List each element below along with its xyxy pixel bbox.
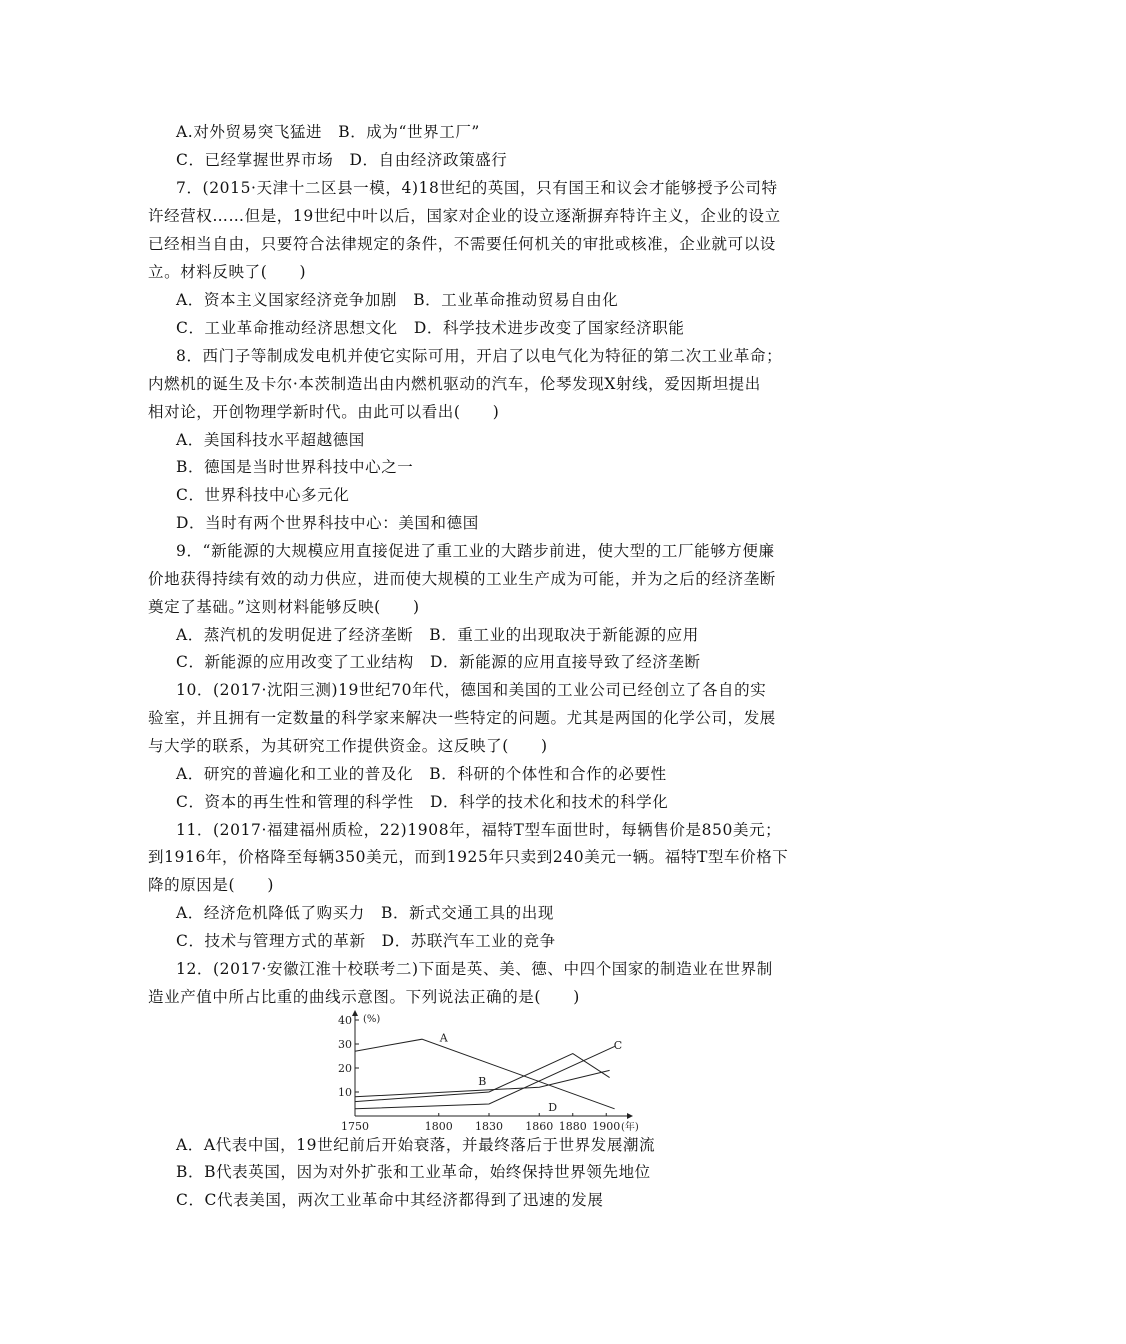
- q12-option: A．A代表中国，19世纪前后开始衰落，并最终落后于世界发展潮流: [176, 1136, 656, 1154]
- q11-stem-line: 到1916年，价格降至每辆350美元，而到1925年只卖到240美元一辆。福特T型车价格下: [148, 848, 789, 866]
- x-tick-label: 1880: [558, 1120, 587, 1133]
- x-axis-arrow: [627, 1113, 633, 1119]
- q12-option: B．B代表英国，因为对外扩张和工业革命，始终保持世界领先地位: [176, 1163, 651, 1181]
- y-tick-label: 20: [338, 1062, 352, 1075]
- q7-stem-line: 立。材料反映了( ): [148, 263, 307, 281]
- q8-stem-line: 相对论，开创物理学新时代。由此可以看出( ): [148, 403, 500, 421]
- x-tick-label: 1750: [341, 1120, 369, 1133]
- q10-stem-line: 验室，并且拥有一定数量的科学家来解决一些特定的问题。尤其是两国的化学公司，发展: [148, 709, 776, 727]
- q7-option: C．工业革命推动经济思想文化 D．科学技术进步改变了国家经济职能: [176, 319, 685, 337]
- x-tick-label: 1800: [424, 1120, 453, 1133]
- q6-option-ab: A.对外贸易突飞猛进 B．成为“世界工厂”: [176, 123, 480, 141]
- q10-stem-line: 与大学的联系，为其研究工作提供资金。这反映了( ): [148, 737, 548, 755]
- manufacturing-share-chart: [325, 1010, 639, 1133]
- q11-stem-line: 降的原因是( ): [148, 876, 274, 894]
- q9-stem-line: 价地获得持续有效的动力供应，进而使大规模的工业生产成为可能，并为之后的经济垄断: [148, 570, 776, 588]
- y-tick-label: 40: [338, 1014, 352, 1027]
- q10-option: C．资本的再生性和管理的科学性 D．科学的技术化和技术的科学化: [176, 793, 669, 811]
- y-tick-label: 10: [338, 1086, 352, 1099]
- series-label-b: B: [478, 1074, 487, 1088]
- q12-option: C．C代表美国，两次工业革命中其经济都得到了迅速的发展: [176, 1191, 604, 1209]
- q8-option: A．美国科技水平超越德国: [176, 431, 365, 449]
- q7-option: A．资本主义国家经济竞争加剧 B．工业革命推动贸易自由化: [176, 291, 619, 309]
- q7-stem-line: 已经相当自由，只要符合法律规定的条件，不需要任何机关的审批或核准，企业就可以设: [148, 235, 776, 253]
- x-tick-label: 1830: [475, 1120, 503, 1133]
- y-axis-unit: (%): [363, 1014, 381, 1025]
- q8-option: D．当时有两个世界科技中心：美国和德国: [176, 514, 479, 532]
- q8-stem-line: 8．西门子等制成发电机并使它实际可用，开启了以电气化为特征的第二次工业革命；: [176, 347, 783, 365]
- q6-option-cd: C．已经掌握世界市场 D．自由经济政策盛行: [176, 151, 508, 169]
- q9-option: A．蒸汽机的发明促进了经济垄断 B．重工业的出现取决于新能源的应用: [176, 626, 699, 644]
- q7-stem-line: 许经营权……但是，19世纪中叶以后，国家对企业的设立逐渐摒弃特许主义，企业的设立: [148, 207, 781, 225]
- series-label-c: C: [613, 1038, 623, 1052]
- q12-stem-line: 造业产值中所占比重的曲线示意图。下列说法正确的是( ): [148, 988, 580, 1006]
- x-tick-label: 1860: [525, 1120, 554, 1133]
- series-label-d: D: [548, 1101, 558, 1115]
- q9-stem-line: 9．“新能源的大规模应用直接促进了重工业的大踏步前进，使大型的工厂能够方便廉: [176, 542, 775, 560]
- q8-option: B．德国是当时世界科技中心之一: [176, 458, 414, 476]
- q9-stem-line: 奠定了基础。”这则材料能够反映( ): [148, 598, 420, 616]
- x-tick-label: 1900: [592, 1120, 621, 1133]
- q9-option: C．新能源的应用改变了工业结构 D．新能源的应用直接导致了经济垄断: [176, 653, 701, 671]
- q11-option: A．经济危机降低了购买力 B．新式交通工具的出现: [176, 904, 554, 922]
- q11-stem-line: 11．(2017·福建福州质检，22)1908年，福特T型车面世时，每辆售价是850美元；: [176, 821, 782, 839]
- q8-option: C．世界科技中心多元化: [176, 486, 350, 504]
- q11-option: C．技术与管理方式的革新 D．苏联汽车工业的竞争: [176, 932, 556, 950]
- q10-stem-line: 10．(2017·沈阳三测)19世纪70年代，德国和美国的工业公司已经创立了各自的实: [176, 681, 767, 699]
- x-axis-unit: (年): [621, 1122, 639, 1133]
- y-tick-label: 30: [338, 1038, 352, 1051]
- q12-stem-line: 12．(2017·安徽江淮十校联考二)下面是英、美、德、中四个国家的制造业在世界制: [176, 960, 773, 978]
- series-label-a: A: [439, 1031, 448, 1045]
- q8-stem-line: 内燃机的诞生及卡尔·本茨制造出由内燃机驱动的汽车，伦琴发现X射线，爱因斯坦提出: [148, 375, 761, 393]
- y-axis-arrow: [352, 1010, 358, 1016]
- q7-stem-line: 7．(2015·天津十二区县一模，4)18世纪的英国，只有国王和议会才能够授予公司特: [176, 179, 778, 197]
- q10-option: A．研究的普遍化和工业的普及化 B．科研的个体性和合作的必要性: [176, 765, 667, 783]
